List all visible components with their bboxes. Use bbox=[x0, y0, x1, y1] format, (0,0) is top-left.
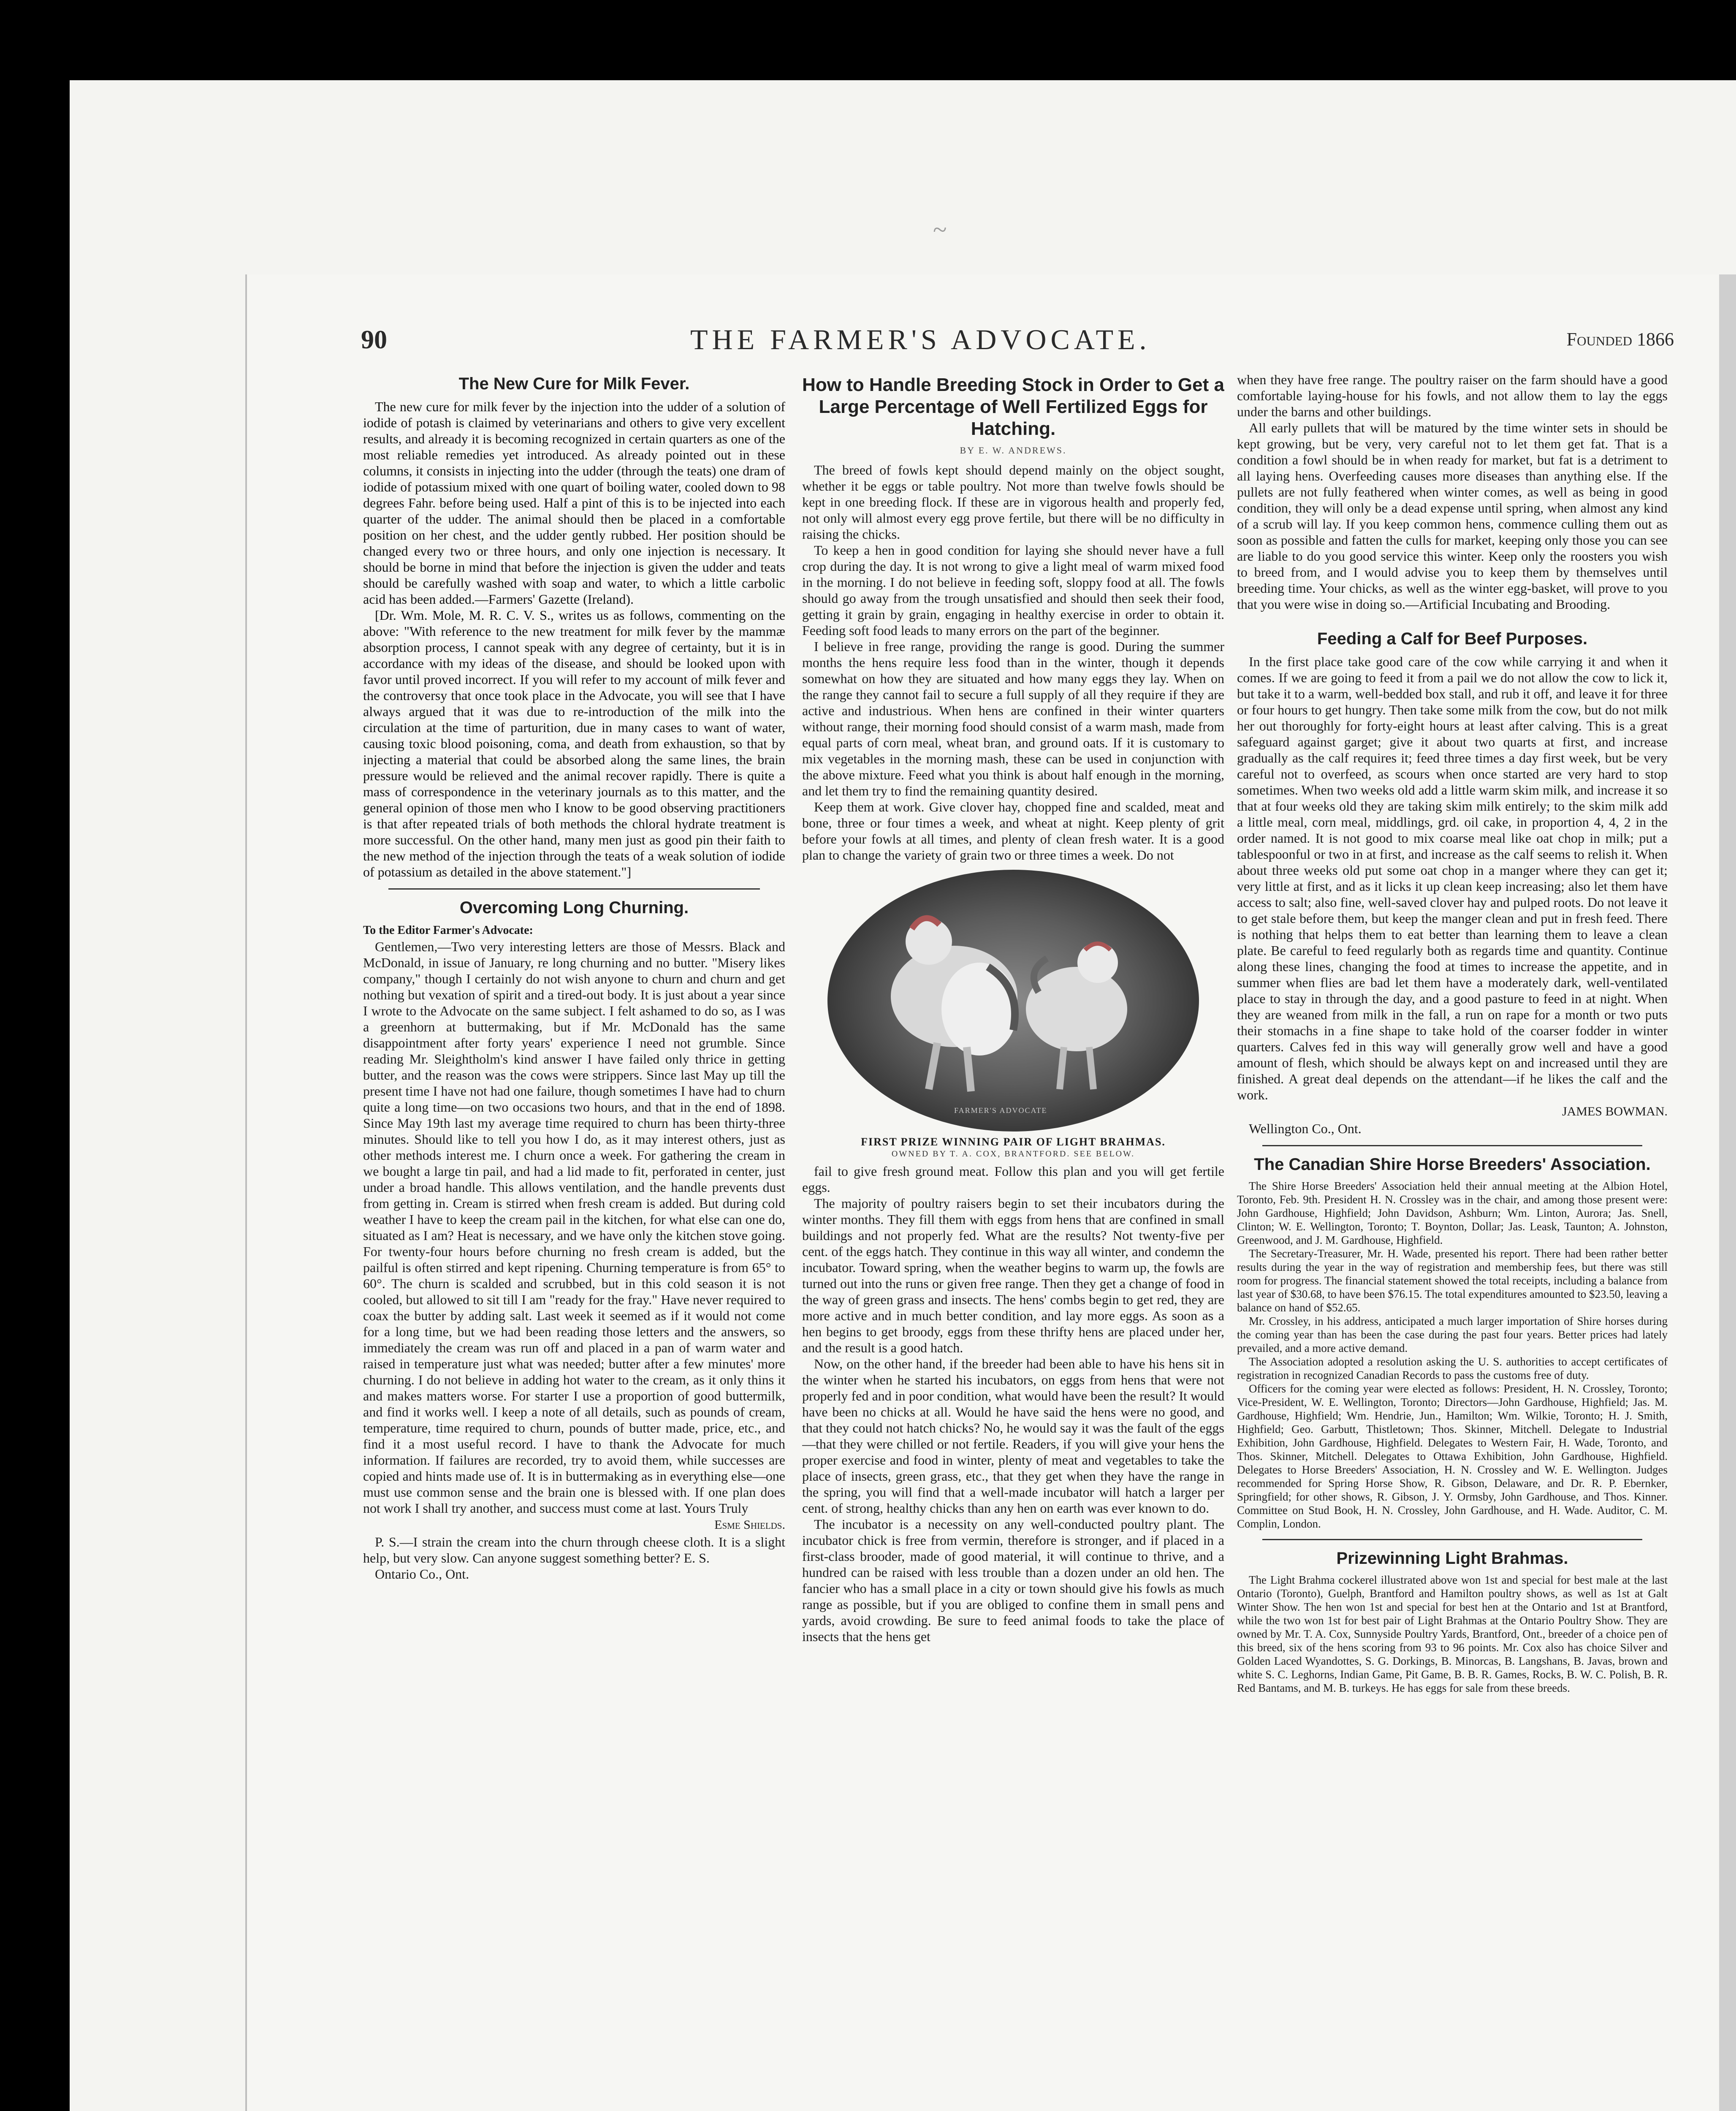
article-paragraph: To keep a hen in good condition for laying she should never have a full crop during the day. It is not wrong to give a light meal of warm mixed food in the morning. I do not believe in feeding soft, sloppy food at all. The fowls should go away from the trough unsatisfied and should then seek their food, getting it grain by grain, engaging in healthy exercise in order to obtain it. Feeding soft food leads to many errors on the part of the beginner. bbox=[802, 543, 1224, 638]
article-title-long-churning: Overcoming Long Churning. bbox=[459, 898, 689, 917]
article-postscript: P. S.—I strain the cream into the churn through cheese cloth. It is a slight help, but very slow. Can anyone suggest something better? E. S. bbox=[363, 1534, 785, 1566]
article-paragraph: All early pullets that will be matured by the time winter sets in should be kept growing, but be very, very careful not to let them get fat. That is a condition a fowl should be in when ready for market, but fat is a detriment to all laying hens. Overfeeding causes more diseases than anything else. If the pullets are not fully feathered when winter comes, as well as being in good condition, they will only be a dead expense until spring, when almost any kind of a scrub will lay. If you keep common hens, commence culling them out as soon as possible and fatten the culls for market, keeping only those you can see are liable to do you good service this winter. Keep only the roosters you wish to breed from, and I would advise you to keep them by themselves until breeding time. Your chicks, as well as the winter egg-basket, will prove to you that you were wise in doing so.—Artificial Incubating and Brooding. bbox=[1237, 420, 1668, 612]
masthead-title: THE FARMER'S ADVOCATE. bbox=[690, 323, 1151, 355]
article-paragraph: [Dr. Wm. Mole, M. R. C. V. S., writes us as follows, commenting on the above: "With reference to the new treatment for milk fever by the mammæ absorption process, I cannot speak with any degree of certainty, but it is in accordance with my ideas of the disease, and should be looked upon with favor until proved incorrect. If you will refer to my account of milk fever and the controversy that once took place in the Advocate, you will see that I have always argued that it was due to re-introduction of the milk into the circulation at the time of parturition, due in many cases to want of water, causing toxic blood poisoning, coma, and death from exhaustion, so that by injecting a material that could be absorbed along the same lines, the brain pressure would be relieved and the animal recover rapidly. There is quite a mass of correspondence in the veterinary journals as to this matter, and the general opinion of those men who I know to be good observing practitioners is that after repeated trials of both methods the chloral hydrate treatment is more successful. On the other hand, many men just as good pin their faith to the new method of the injection through the teats of a weak solution of iodide of potassium as detailed in the above statement."] bbox=[363, 608, 785, 879]
article-title-milk-fever: The New Cure for Milk Fever. bbox=[458, 374, 690, 393]
article-paragraph: The majority of poultry raisers begin to set their incubators during the winter months. They fill them with eggs from hens that are confined in small buildings and not properly fed. What are the results? Not twenty-five per cent. of the eggs hatch. They continue in this way all winter, and condemn the incubator. Toward spring, when the weather begins to warm up, the fowls are turned out into the runs or given free range. Then they get a change of food in the way of green grass and insects. The hens' combs begin to get red, they are more active and in much better condition, and lay more eggs. As soon as a hen begins to get broody, eggs from these thrifty hens are placed under her, and the result is a good hatch. bbox=[802, 1196, 1224, 1355]
article-paragraph: Now, on the other hand, if the breeder had been able to have his hens sit in the winter when he started his incubators, on eggs from hens that were not properly fed and in poor condition, what would have been the result? It would have been no chicks at all. Would he have said the hens were no good, and that they could not hatch chicks? No, he would say it was the fault of the eggs—that they were chilled or not fertile. Readers, if you will give your hens the proper exercise and food in winter, plenty of meat and vegetables to take the place of insects, green grass, etc., that they get when they have the range in the spring, you will find that a well-made incubator will hatch a larger per cent. of strong, healthy chicks than any hen on earth was ever known to do. bbox=[802, 1356, 1224, 1516]
scan-border-left bbox=[0, 0, 70, 2111]
column-right bbox=[1237, 372, 1668, 2111]
article-paragraph: The Secretary-Treasurer, Mr. H. Wade, presented his report. There had been rather better results during the year in the way of registration and membership fees, but there was still room for progress. The financial statement showed the total receipts, including a balance from last year of $30.68, to have been $76.15. The total expenditures amounted to $23.50, leaving a balance on hand of $52.65. bbox=[1237, 1247, 1668, 1314]
letter-place: Ontario Co., Ont. bbox=[375, 1566, 469, 1582]
brahmas-illustration bbox=[827, 870, 1199, 1131]
article-paragraph: Officers for the coming year were elected as follows: President, H. N. Crossley, Toronto; Vice-President, W. E. Wellington, Toronto; Directors—John Gardhouse, Highfield; Jas. M. Gardhouse, Highfield; Wm. Hendrie, Jun., Hamilton; Wm. Wilkie, Toronto; H. J. Smith, Highfield; Geo. Garbutt, Thistletown; Thos. Skinner, Mitchell. Delegate to Industrial Exhibition, John Gardhouse, Highfield. Delegates to Western Fair, H. Wade, Toronto, and Thos. Skinner, Mitchell. Delegates to Ottawa Exhibition, John Gardhouse, Highfield. Delegates to Horse Breeders' Association, H. N. Crossley and W. E. Wellington. Judges recommended for Spring Horse Show, R. Gibson, Delaware, and Dr. R. P. Ebernker, Springfield; for other shows, R. Gibson, J. Y. Ormsby, John Gardhouse, and Thos. Kinner. Committee on Stud Book, H. N. Crossley, John Gardhouse, and H. Wade. Auditor, C. M. Complin, London. bbox=[1237, 1382, 1668, 1530]
page-number: 90 bbox=[361, 326, 387, 354]
article-paragraph: Mr. Crossley, in his address, anticipated a much larger importation of Shire horses during the coming year than has been the case during the past four years. Better prices had lately prevailed, and a more active demand. bbox=[1237, 1315, 1668, 1354]
column-left bbox=[363, 372, 785, 2111]
column-middle bbox=[802, 372, 1224, 2111]
light-brahmas-photo bbox=[827, 870, 1199, 1131]
photo-watermark: FARMER'S ADVOCATE bbox=[954, 1106, 1047, 1115]
article-title-shire-horse: The Canadian Shire Horse Breeders' Association. bbox=[1254, 1155, 1651, 1174]
article-paragraph: The Shire Horse Breeders' Association held their annual meeting at the Albion Hotel, Toronto, Feb. 9th. President H. N. Crossley was in the chair, and among those present were: John Gardhouse, Highfield; John Davidson, Ashburn; Wm. Linton, Aurora; Jas. Snell, Clinton; W. E. Wellington, Toronto; T. Boynton, Dollar; Jas. Leask, Taunton; A. Johnston, Greenwood, and J. M. Gardhouse, Highfield. bbox=[1237, 1180, 1668, 1246]
article-divider bbox=[1262, 1145, 1642, 1146]
page-header bbox=[361, 325, 1674, 363]
article-paragraph: The Light Brahma cockerel illustrated above won 1st and special for best male at the last Ontario (Toronto), Guelph, Brantford and Hamilton poultry shows, as well as 1st at Galt Winter Show. The hen won 1st and special for best hen at the Ontario and 1st at Brantford, while the two won 1st for best pair of Light Brahmas at the Ontario Poultry Show. They are owned by Mr. T. A. Cox, Sunnyside Poultry Yards, Brantford, Ont., breeder of a choice pen of this breed, six of the hens scoring from 93 to 96 points. Mr. Cox also has choice Silver and Golden Laced Wyandottes, S. G. Dorkings, B. Minorcas, B. Langshans, B. Javas, brown and white S. C. Leghorns, Indian Game, Pit Game, B. B. R. Games, Rocks, B. W. C. Polish, B. R. Red Bantams, and M. B. turkeys. He has eggs for sale from these breeds. bbox=[1237, 1574, 1668, 1694]
article-byline: BY E. W. ANDREWS. bbox=[960, 445, 1067, 456]
article-divider bbox=[1262, 1539, 1642, 1540]
photo-subcaption: OWNED BY T. A. COX, BRANTFORD. SEE BELOW. bbox=[891, 1149, 1135, 1159]
article-title-calf-feeding: Feeding a Calf for Beef Purposes. bbox=[1317, 630, 1588, 648]
article-signature: JAMES BOWMAN. bbox=[1562, 1104, 1668, 1118]
article-title-prizewinning-brahmas: Prizewinning Light Brahmas. bbox=[1336, 1549, 1568, 1568]
scan-border-top bbox=[0, 0, 1736, 80]
article-title-breeding-stock: How to Handle Breeding Stock in Order to Get a Large Percentage of Well Fertilized Eggs for Hatching. bbox=[802, 374, 1224, 439]
article-paragraph: The breed of fowls kept should depend mainly on the object sought, whether it be eggs or table poultry. Not more than twelve fowls should be kept in one breeding flock. If these are in vigorous health and properly fed, not only will almost every egg prove fertile, but there will be no difficulty in raising the chicks. bbox=[802, 462, 1224, 542]
letter-signature: Esme Shields. bbox=[714, 1518, 785, 1532]
article-paragraph: fail to give fresh ground meat. Follow this plan and you will get fertile eggs. bbox=[802, 1164, 1224, 1195]
article-paragraph: The new cure for milk fever by the injection into the udder of a solution of iodide of potash is claimed by veterinarians and others to give very excellent results, and already it is becoming recognized in certain quarters as one of the most reliable remedies yet introduced. As already pointed out in these columns, it consists in injecting into the udder (through the teats) one dram of iodide of potassium mixed with one quart of boiling water, cooled down to 98 degrees Fahr. before being used. Half a pint of this is to be injected into each quarter of the udder. The animal should then be placed in a comfortable position on her chest, and the udder gently rubbed. Her position should be changed every two or three hours, and only one injection is necessary. It should be borne in mind that before the injection is given the udder and teats should be carefully washed with soap and water, to which a little carbolic acid has been added.—Farmers' Gazette (Ireland). bbox=[363, 399, 785, 607]
article-paragraph: Gentlemen,—Two very interesting letters are those of Messrs. Black and McDonald, in issue of January, re long churning and no butter. "Misery likes company," though I certainly do not wish anyone to churn and churn and get nothing but vexation of spirit and a tired-out body. It is just about a year since I wrote to the Advocate on the same subject. I felt ashamed to do so, as I was a greenhorn at buttermaking, but if Mr. McDonald has the same disappointment after forty years' experience I need not grumble. Since reading Mr. Sleightholm's kind answer I have failed only thrice in getting butter, and the reason was the cows were strippers. Since last May up till the present time I have not had one failure, though sometimes I have had to churn quite a long time—on two occasions two hours, and that in the end of 1898. Since May 19th last my average time required to churn has been thirty-three minutes. Should like to tell you how I do, as it may interest others, just as other methods interest me. I churn once a week. For gathering the cream in we bought a large tin pail, and had a lid made to fit, perforated in center, just under a broad handle. This allows ventilation, and the handle prevents dust from getting in. Cream is stirred when fresh cream is added. But during cold weather I have to keep the cream pail in the kitchen, for what else can one do, situated as I am? Heat is necessary, and we have only the kitchen stove going. For twenty-four hours before churning no fresh cream is added, but the pailful is often stirred and kept ripening. Churning temperature is from 65° to 60°. The churn is scalded and scrubbed, but in this cold season it is not cooled, but allowed to sit till I am "ready for the fray." Have never required to coax the butter by adding salt. Last week it seemed as if it would not come for a long time, but we had been reading those letters and the answers, so immediately the cream was run off and placed in a pan of warm water and raised in temperature just what was needed; butter after a few minutes' more churning. I do not believe in adding hot water to the cream, as it only thins it and makes matters worse. For starter I use a proportion of good buttermilk, and find it works well. I keep a note of all details, such as pounds of cream, temperature, time required to churn, pounds of butter made, price, etc., and find it a most useful record. I have to thank the Advocate for much information. If failures are recorded, try to avoid them, while successes are copied and hints made use of. It is in buttermaking as in everything else—one must use common sense and the brain one is blessed with. If one plan does not work I shall try another, and success must come at last. Yours Truly bbox=[363, 939, 785, 1516]
letter-salutation: To the Editor Farmer's Advocate: bbox=[363, 924, 533, 937]
article-paragraph: Keep them at work. Give clover hay, chopped fine and scalded, meat and bone, three or four times a week, and wheat at night. Keep plenty of grit before your fowls at all times, and plenty of clean fresh water. It is a good plan to change the variety of grain two or three times a week. Do not bbox=[802, 799, 1224, 863]
article-paragraph: when they have free range. The poultry raiser on the farm should have a good comfortable laying-house for his fowls, and not allow them to lay the eggs under the barns and other buildings. bbox=[1237, 372, 1668, 419]
article-paragraph: In the first place take good care of the cow while carrying it and when it comes. If we are going to feed it from a pail we do not allow the cow to lick it, but take it to a warm, well-bedded box stall, and rub it off, and leave it for three or four hours to get hungry. Then take some milk from the cow, but do not milk her out thoroughly for forty-eight hours at least after calving. This is a great safeguard against garget; give it about two quarts at first, and increase gradually as the calf requires it; feed three times a day first week, but be very careful not to overfeed, as scours when once started are very hard to stop sometimes. When two weeks old add a little warm skim milk, and increase it so that at four weeks old they are taking skim milk entirely; to the skim milk add a little meal, corn meal, middlings, grd. oil cake, in proportion 4, 4, 2 in the order named. It is not good to mix coarse meal like oat chop in milk; put a tablespoonful or two in at first, and increase as the calf seems to relish it. When about three weeks old put some oat chop in a manger where they can get it; very little at first, and as it licks it up clean keep increasing; also let them have access to salt; also fine, well-saved clover hay and pulped roots. Do not leave it to get stale before them, but keep the manger clean and put in fresh feed. There is nothing that helps them to eat better than learning them to leave a clean plate. Be careful to feed regularly both as regards time and quantity. Continue along these lines, changing the food at times to increase the appetite, and in summer when flies are bad let them have a moderately dark, well-ventilated place to stay in through the day, and a good pasture to feed in at night. When they are weaned from milk in the fall, a run on rape for a month or two puts their stomachs in a fine shape to take hold of the coarser fodder in winter quarters. Calves fed in this way will generally grow well and have a good amount of flesh, which should be always kept on and increased until they are finished. A great deal depends on the attendant—if he likes the calf and the work. bbox=[1237, 654, 1668, 1102]
scan-smudge-mark: ~ bbox=[933, 216, 947, 244]
photo-caption: FIRST PRIZE WINNING PAIR OF LIGHT BRAHMAS. bbox=[861, 1136, 1166, 1148]
article-paragraph: The incubator is a necessity on any well-conducted poultry plant. The incubator chick is free from vermin, therefore is stronger, and if placed in a first-class brooder, made of good material, it will continue to thrive, and a hundred can be raised with less trouble than a dozen under an old hen. The fancier who has a small place in a city or town should give his fowls as much range as possible, but if you are obliged to confine them in small pens and yards, avoid crowding. Be sure to feed animal foods to take the place of insects that the hens get bbox=[802, 1517, 1224, 1644]
article-place: Wellington Co., Ont. bbox=[1249, 1121, 1362, 1136]
article-paragraph: I believe in free range, providing the range is good. During the summer months the hens require less food than in the winter, though it depends somewhat on how they are situated and how many eggs they lay. When on the range they cannot fail to secure a full supply of all they require if they are active and industrious. When hens are confined in their winter quarters without range, their morning food should consist of a warm mash, made from equal parts of corn meal, wheat bran, and ground oats. If it is customary to mix vegetables in the morning mash, these can be used in conjunction with the above mixture. Feed what you think is about half enough in the morning, and let them try to find the remaining quantity desired. bbox=[802, 639, 1224, 798]
article-divider bbox=[388, 888, 760, 890]
article-paragraph: The Association adopted a resolution asking the U. S. authorities to accept certificates of registration in recognized Canadian Records to pass the customs free of duty. bbox=[1237, 1355, 1668, 1381]
page-edge bbox=[1719, 274, 1736, 2111]
founded-date: Founded 1866 bbox=[1566, 329, 1674, 350]
